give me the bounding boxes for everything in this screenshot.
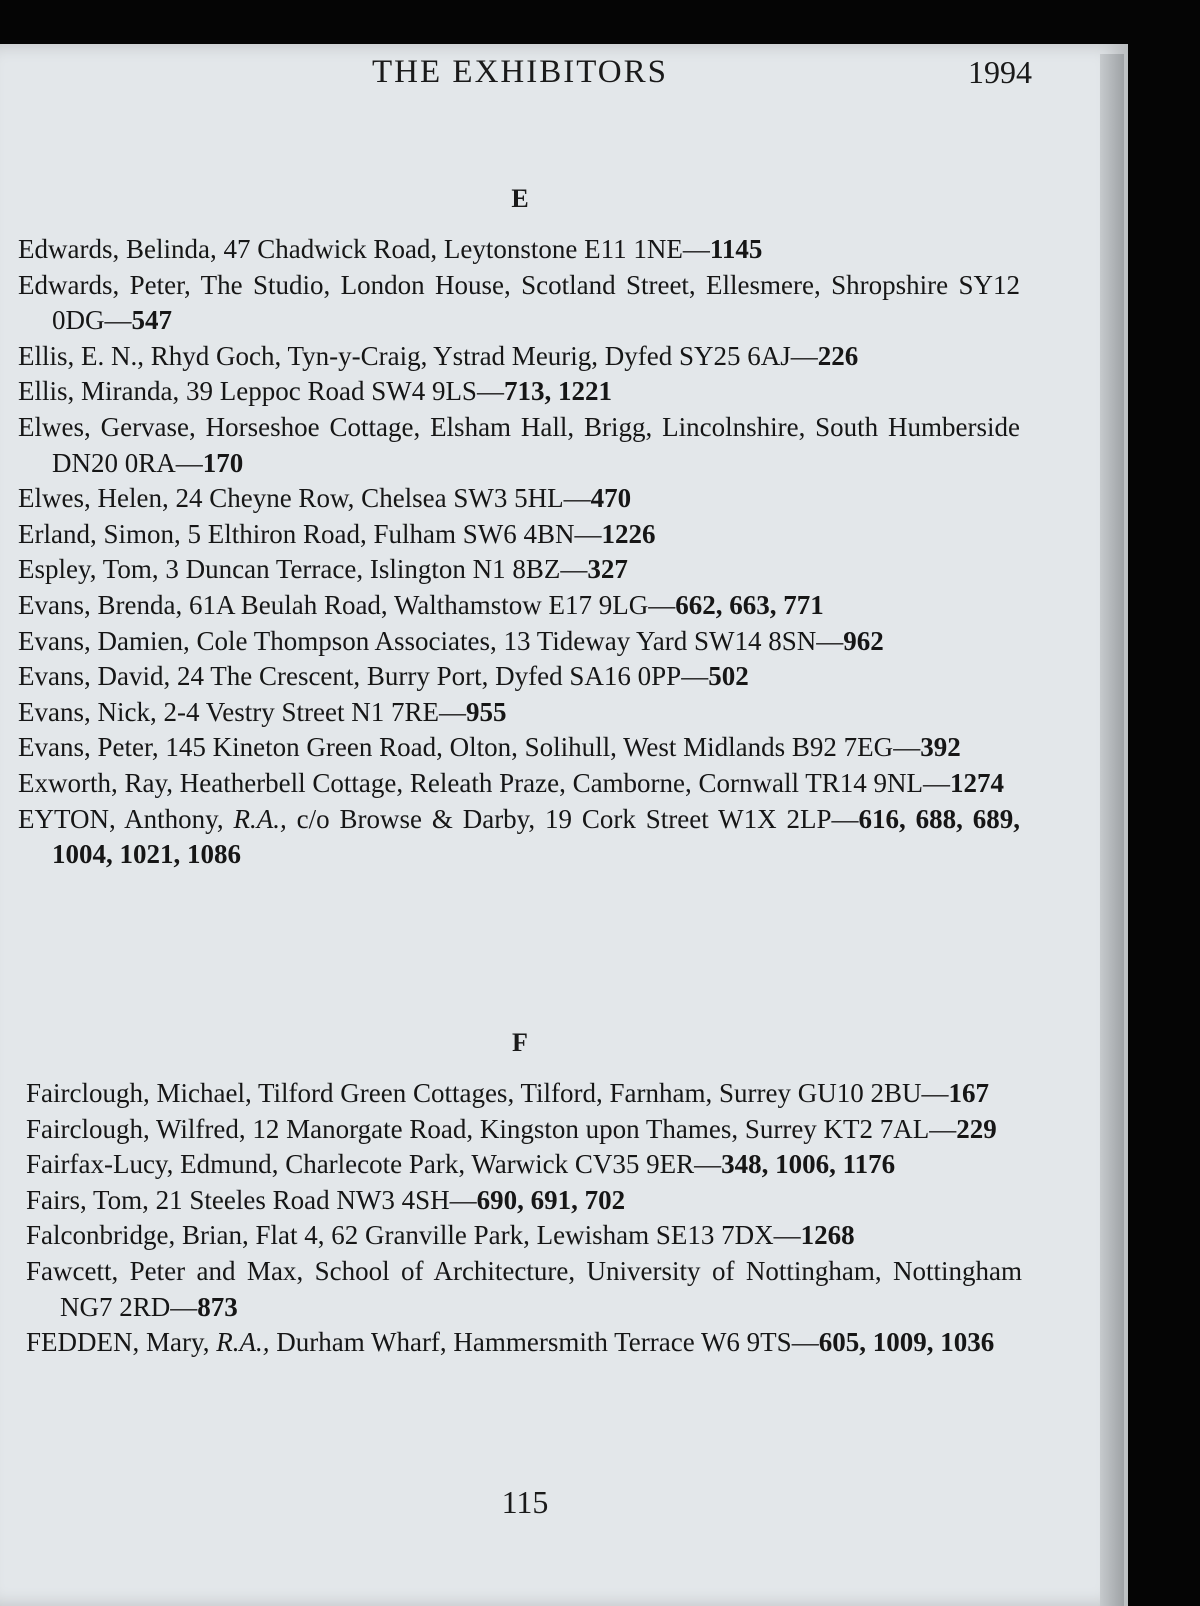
entry: Fairs, Tom, 21 Steeles Road NW3 4SH—690, 691, 702 [26,1184,626,1215]
entry: Fawcett, Peter and Max, School of Architecture, University of Nottingham, Nottingham NG7 2RD—873 [26,1255,1022,1322]
page-number: 115 [501,1484,549,1520]
running-title: THE EXHIBITORS [372,54,668,90]
entry: Evans, Damien, Cole Thompson Associates, 13 Tideway Yard SW14 8SN—962 [18,625,884,656]
header-year: 1994 [968,54,1032,90]
entry: Edwards, Peter, The Studio, London House, Scotland Street, Ellesmere, Shropshire SY12 0DG—547 [18,269,1020,336]
entry: Evans, Nick, 2-4 Vestry Street N1 7RE—955 [18,696,507,727]
entry: Exworth, Ray, Heatherbell Cottage, Releath Praze, Camborne, Cornwall TR14 9NL—1274 [18,767,1005,798]
page-edge [1100,54,1124,1606]
entry: Ellis, E. N., Rhyd Goch, Tyn-y-Craig, Ystrad Meurig, Dyfed SY25 6AJ—226 [18,340,859,371]
entry: Elwes, Gervase, Horseshoe Cottage, Elsham Hall, Brigg, Lincolnshire, South Humberside DN20 0RA—170 [18,411,1021,478]
entry: Evans, Brenda, 61A Beulah Road, Walthamstow E17 9LG—662, 663, 771 [18,589,824,620]
entry: Evans, Peter, 145 Kineton Green Road, Olton, Solihull, West Midlands B92 7EG—392 [18,732,961,763]
entry: Fairclough, Wilfred, 12 Manorgate Road, Kingston upon Thames, Surrey KT2 7AL—229 [26,1113,997,1144]
entry: FEDDEN, Mary, R.A., Durham Wharf, Hammersmith Terrace W6 9TS—605, 1009, 1036 [26,1327,995,1358]
entry: Evans, David, 24 The Crescent, Burry Port, Dyfed SA16 0PP—502 [18,661,749,692]
entry: Espley, Tom, 3 Duncan Terrace, Islington N1 8BZ—327 [18,554,628,585]
entry: Fairfax-Lucy, Edmund, Charlecote Park, Warwick CV35 9ER—348, 1006, 1176 [26,1149,896,1180]
entry-list-f [26,1076,1022,1361]
entry: Ellis, Miranda, 39 Leppoc Road SW4 9LS—713, 1221 [18,376,612,407]
entry: Erland, Simon, 5 Elthiron Road, Fulham SW6 4BN—1226 [18,518,656,549]
entry: Fairclough, Michael, Tilford Green Cottages, Tilford, Farnham, Surrey GU10 2BU—167 [26,1078,989,1108]
section-letter-e: E [511,184,529,213]
entry: EYTON, Anthony, R.A., c/o Browse & Darby, 19 Cork Street W1X 2LP—616, 688, 689, 1004, 1021, 1086 [18,803,1021,870]
entry: Falconbridge, Brian, Flat 4, 62 Granville Park, Lewisham SE13 7DX—1268 [26,1220,855,1251]
section-letter-f: F [512,1028,528,1057]
entry: Edwards, Belinda, 47 Chadwick Road, Leytonstone E11 1NE—1145 [18,234,763,264]
entry-list-e [18,232,1020,873]
entry: Elwes, Helen, 24 Cheyne Row, Chelsea SW3 5HL—470 [18,483,632,514]
running-header [0,54,1030,94]
